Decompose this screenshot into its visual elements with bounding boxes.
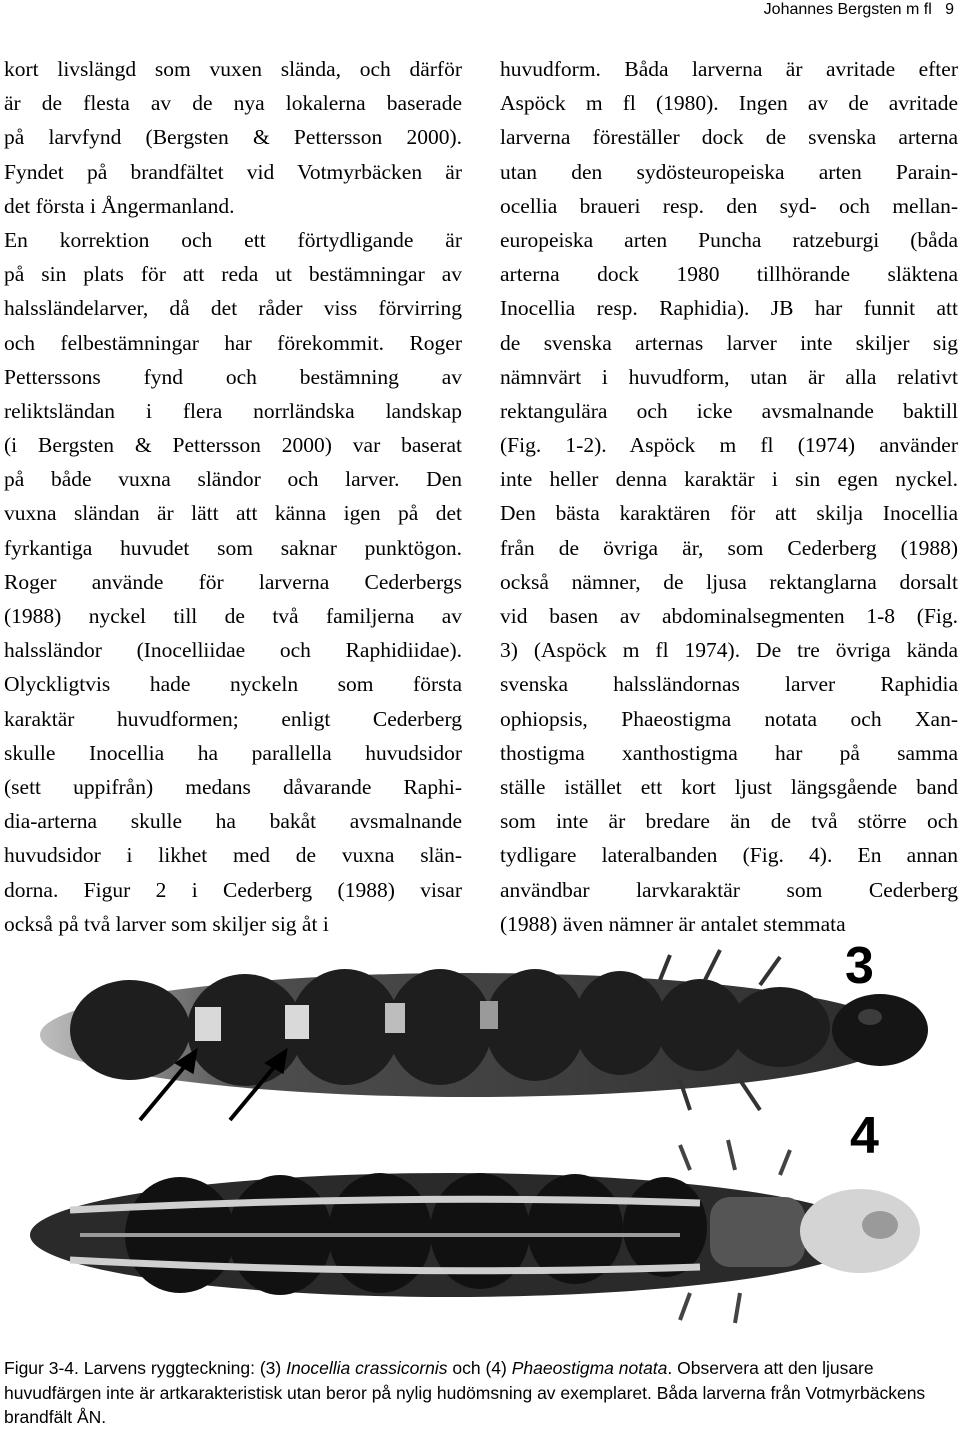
text-line: skulle Inocellia ha parallella huvudsidor [4, 740, 462, 765]
text-line: användbar larvkaraktär som Cederberg [500, 877, 958, 902]
text-line: på larvfynd (Bergsten & Pettersson 2000). [4, 125, 462, 150]
text-line: huvudform. Båda larverna är avritade efter [500, 57, 958, 81]
text-line: fyrkantiga huvudet som saknar punktögon. [4, 535, 462, 560]
caption-species-2: Phaeostigma notata [511, 1358, 668, 1378]
larva-3-image [40, 950, 928, 1120]
left-column [4, 52, 462, 941]
text-line: thostigma xanthostigma har på samma [500, 740, 958, 765]
text-line: nämnvärt i huvudform, utan är alla relativt [500, 364, 958, 389]
text-line: Aspöck m fl (1980). Ingen av de avritade [500, 91, 958, 116]
text-line: ocellia braueri resp. den syd- och mellan- [500, 193, 958, 218]
figure-label-3: 3 [845, 937, 874, 995]
text-line: är de flesta av de nya lokalerna baserade [4, 91, 462, 116]
text-line: (Fig. 1-2). Aspöck m fl (1974) använder [500, 433, 958, 458]
text-line: (i Bergsten & Pettersson 2000) var baserat [4, 433, 462, 458]
text-line: från de övriga är, som Cederberg (1988) [500, 535, 958, 560]
text-line: ophiopsis, Phaeostigma notata och Xan- [500, 706, 958, 731]
text-line: utan den sydösteuropeiska arten Parain- [500, 159, 958, 184]
text-line: En korrektion och ett förtydligande är [4, 227, 462, 252]
text-line: europeiska arten Puncha ratzeburgi (båda [500, 227, 958, 252]
text-line: på både vuxna sländor och larver. Den [4, 467, 462, 492]
text-line: Den bästa karaktären för att skilja Inocellia [500, 501, 958, 526]
text-line: halssländor (Inocelliidae och Raphidiidae). [4, 638, 462, 663]
text-line: vuxna sländan är lätt att känna igen på det [4, 501, 462, 526]
caption-text-3: . Observera att den ljusare huvudfärgen inte är artkarakteristisk utan beror på nylig hudömsning av exemplaret. Båda larverna från Votmyrbäckens brandfält ÅN. [4, 1358, 931, 1427]
right-column [500, 52, 958, 941]
caption-text-1: Figur 3-4. Larvens ryggteckning: (3) [4, 1358, 287, 1378]
text-line: karaktär huvudformen; enligt Cederberg [4, 706, 462, 731]
text-line: (sett uppifrån) medans dåvarande Raphi- [4, 774, 462, 799]
text-line: dia-arterna skulle ha bakåt avsmalnande [4, 809, 462, 834]
larva-figure [0, 935, 960, 1335]
text-line: också på två larver som skiljer sig åt i [4, 911, 329, 936]
text-line: (1988) nyckel till de två familjerna av [4, 604, 462, 628]
text-line: dorna. Figur 2 i Cederberg (1988) visar [4, 877, 462, 902]
text-line: reliktsländan i flera norrländska landskap [4, 398, 462, 423]
running-head: Johannes Bergsten m fl 9 [763, 1, 954, 18]
text-line: Inocellia resp. Raphidia). JB har funnit att [500, 296, 958, 321]
larva-4-image [30, 1140, 920, 1323]
text-line: rektangulära och icke avsmalnande baktill [500, 398, 958, 423]
text-line: svenska halssländornas larver Raphidia [500, 672, 958, 697]
text-line: Fyndet på brandfältet vid Votmyrbäcken är [4, 159, 462, 184]
text-line: (1988) även nämner är antalet stemmata [500, 911, 846, 936]
text-line: Petterssons fynd och bestämning av [4, 364, 462, 389]
text-line: inte heller denna karaktär i sin egen nyckel. [500, 467, 958, 492]
text-line: och felbestämningar har förekommit. Roger [4, 330, 462, 355]
text-line: tydligare lateralbanden (Fig. 4). En annan [500, 843, 958, 868]
text-line: som inte är bredare än de två större och [500, 809, 958, 834]
text-line: larverna föreställer dock de svenska arterna [500, 125, 958, 150]
text-line: kort livslängd som vuxen slända, och därför [4, 57, 462, 81]
text-line: 3) (Aspöck m fl 1974). De tre övriga kända [500, 638, 958, 663]
caption-text-2: och (4) [447, 1358, 512, 1378]
text-line: Olyckligtvis hade nyckeln som första [4, 672, 462, 697]
text-line: de svenska arternas larver inte skiljer sig [500, 330, 958, 355]
text-line: arterna dock 1980 tillhörande släktena [500, 262, 958, 287]
text-line: Roger använde för larverna Cederbergs [4, 569, 462, 594]
figure-label-4: 4 [850, 1107, 879, 1165]
text-line: huvudsidor i likhet med de vuxna slän- [4, 843, 462, 868]
text-line: också nämner, de ljusa rektanglarna dorsalt [500, 569, 958, 594]
figure-caption [4, 1356, 956, 1430]
text-line: ställe istället ett kort ljust längsgående band [500, 774, 958, 799]
text-line: det första i Ångermanland. [4, 193, 235, 218]
text-line: halssländelarver, då det råder viss förvirring [4, 296, 462, 321]
text-line: på sin plats för att reda ut bestämningar av [4, 262, 462, 287]
text-line: vid basen av abdominalsegmenten 1-8 (Fig. [500, 604, 958, 628]
caption-species-1: Inocellia crassicornis [286, 1358, 448, 1378]
